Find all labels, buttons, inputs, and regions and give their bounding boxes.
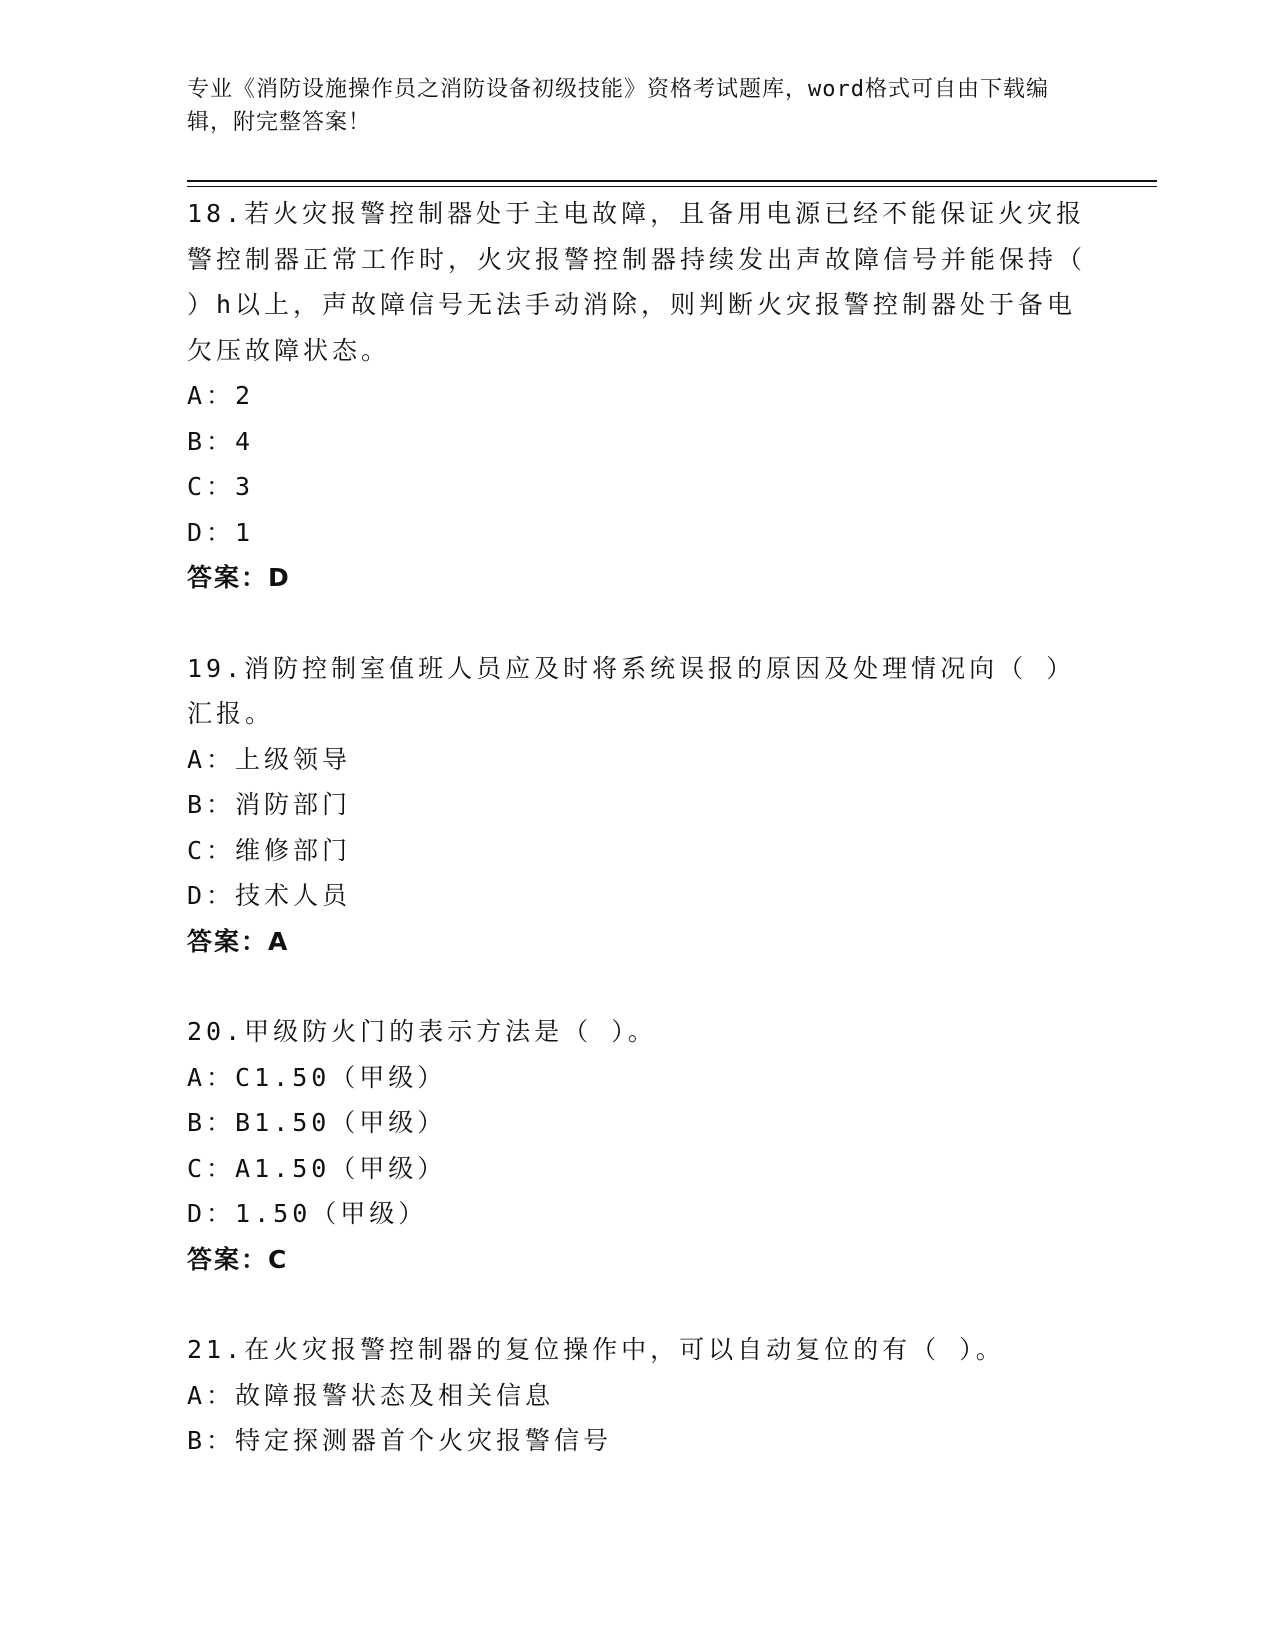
question-stem: 21.在火灾报警控制器的复位操作中，可以自动复位的有（ ）。: [187, 1335, 1005, 1364]
option-d: D：1: [187, 517, 255, 547]
option-c: C：维修部门: [187, 835, 352, 865]
question-21: [187, 1327, 1087, 1464]
option-b: B：B1.50（甲级）: [187, 1108, 447, 1137]
question-19: [187, 646, 1087, 965]
document-header: 专业《消防设施操作员之消防设备初级技能》资格考试题库，word格式可自由下载编辑，附完整答案！: [187, 77, 1049, 135]
question-stem: 19.消防控制室值班人员应及时将系统误报的原因及处理情况向（ ）汇报。: [187, 653, 1076, 728]
option-b: B：消防部门: [187, 790, 352, 819]
question-spacer: [187, 601, 1087, 646]
option-a: A：上级领导: [187, 744, 352, 774]
header-divider: [187, 180, 1157, 182]
answer: 答案：D: [187, 563, 291, 592]
question-spacer: [187, 1282, 1087, 1327]
option-c: C：3: [187, 472, 255, 501]
option-c: C：A1.50（甲级）: [187, 1153, 447, 1183]
header-divider-thin: [187, 186, 1157, 187]
option-a: A：C1.50（甲级）: [187, 1062, 447, 1092]
option-a: A：2: [187, 381, 255, 410]
option-d: D：技术人员: [187, 881, 352, 910]
question-stem: 20.甲级防火门的表示方法是（ ）。: [187, 1017, 657, 1046]
option-a: A：故障报警状态及相关信息: [187, 1380, 555, 1410]
question-list: [187, 191, 1087, 1464]
answer: 答案：A: [187, 926, 290, 956]
question-20: [187, 1009, 1087, 1282]
option-d: D：1.50（甲级）: [187, 1199, 428, 1228]
option-b: B：4: [187, 426, 255, 456]
question-stem: 18.若火灾报警控制器处于主电故障，且备用电源已经不能保证火灾报警控制器正常工作时，火灾报警控制器持续发出声故障信号并能保持（ ）h以上，声故障信号无法手动消除，则判断火灾报警控制器处于备电欠压故障状态。: [187, 199, 1087, 365]
option-b: B：特定探测器首个火灾报警信号: [187, 1426, 613, 1455]
answer: 答案：C: [187, 1244, 289, 1274]
question-spacer: [187, 964, 1087, 1009]
question-18: [187, 191, 1087, 601]
